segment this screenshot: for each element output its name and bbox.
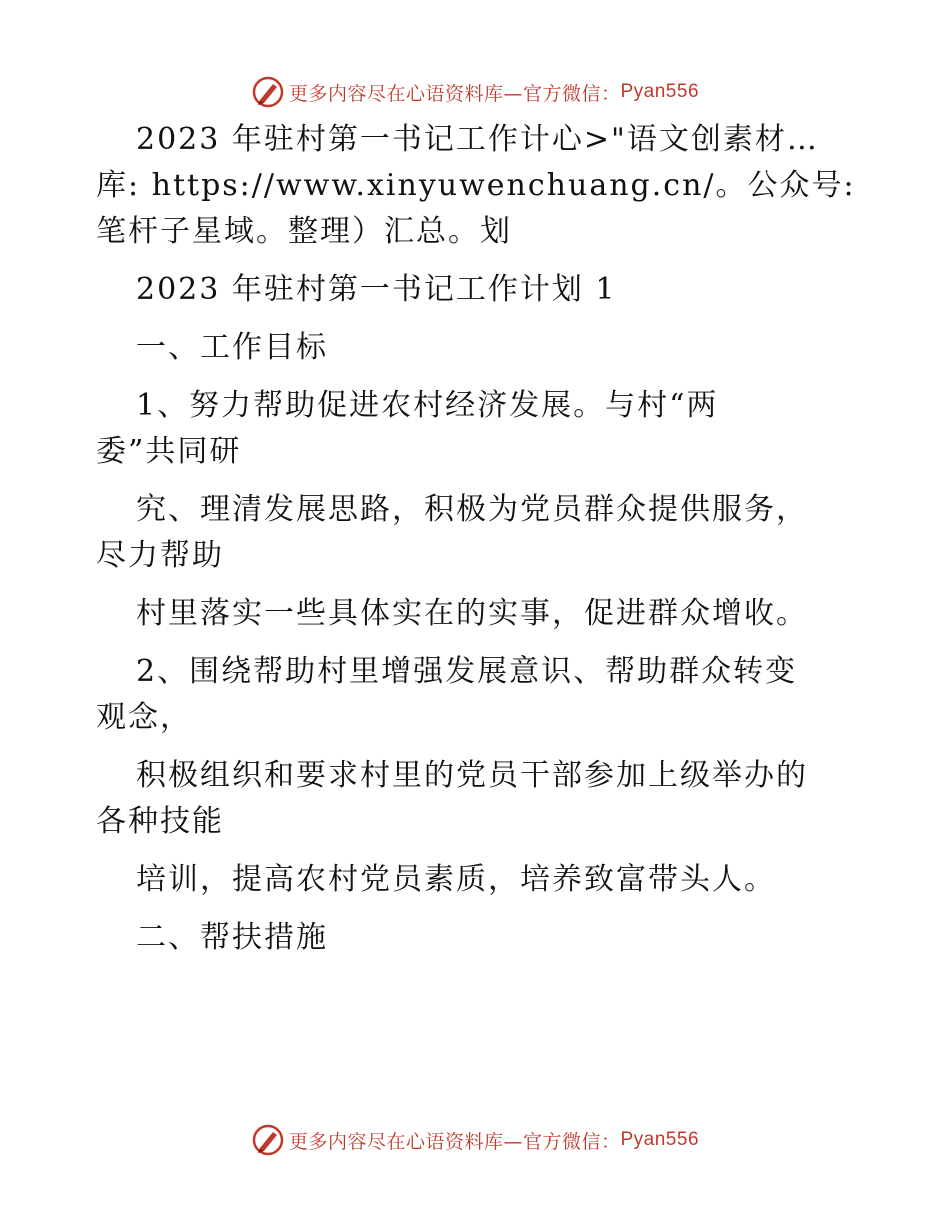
paragraph-line: 库: https://www.xinyuwenchuang.cn/。公众号: (96, 168, 856, 203)
watermark-text: 更多内容尽在心语资料库—官方微信： (288, 1130, 621, 1153)
paragraph-line: 各种技能 (96, 804, 224, 839)
header-watermark (0, 72, 950, 112)
paragraph-line: 究、理清发展思路，积极为党员群众提供服务， (136, 492, 808, 527)
pen-logo-icon (251, 75, 285, 109)
watermark-wechat-id: Pyan556 (620, 1129, 700, 1150)
document-body (96, 122, 856, 956)
pen-logo-icon (251, 1123, 285, 1157)
paragraph-line: 尽力帮助 (96, 538, 224, 573)
paragraph-line: 培训，提高农村党员素质，培养致富带头人。 (136, 862, 776, 897)
watermark-wechat-id: Pyan556 (620, 81, 700, 102)
paragraph-line: 2023 年驻村第一书记工作计心>"语文创素材… (136, 122, 819, 157)
section-title: 2023 年驻村第一书记工作计划 1 (136, 272, 617, 307)
paragraph-line: 2、围绕帮助村里增强发展意识、帮助群众转变 (136, 654, 798, 689)
watermark-text: 更多内容尽在心语资料库—官方微信： (288, 82, 621, 105)
paragraph-line: 积极组织和要求村里的党员干部参加上级举办的 (136, 758, 808, 793)
footer-watermark (0, 1120, 950, 1160)
paragraph-line: 笔杆子星域。整理）汇总。划 (96, 214, 512, 249)
paragraph-line: 1、努力帮助促进农村经济发展。与村“两 (136, 388, 719, 423)
paragraph-line: 村里落实一些具体实在的实事，促进群众增收。 (136, 596, 808, 631)
heading-measures: 二、帮扶措施 (136, 920, 328, 955)
heading-goals: 一、工作目标 (136, 330, 328, 365)
paragraph-line: 委”共同研 (96, 434, 242, 469)
paragraph-line: 观念， (96, 700, 192, 735)
